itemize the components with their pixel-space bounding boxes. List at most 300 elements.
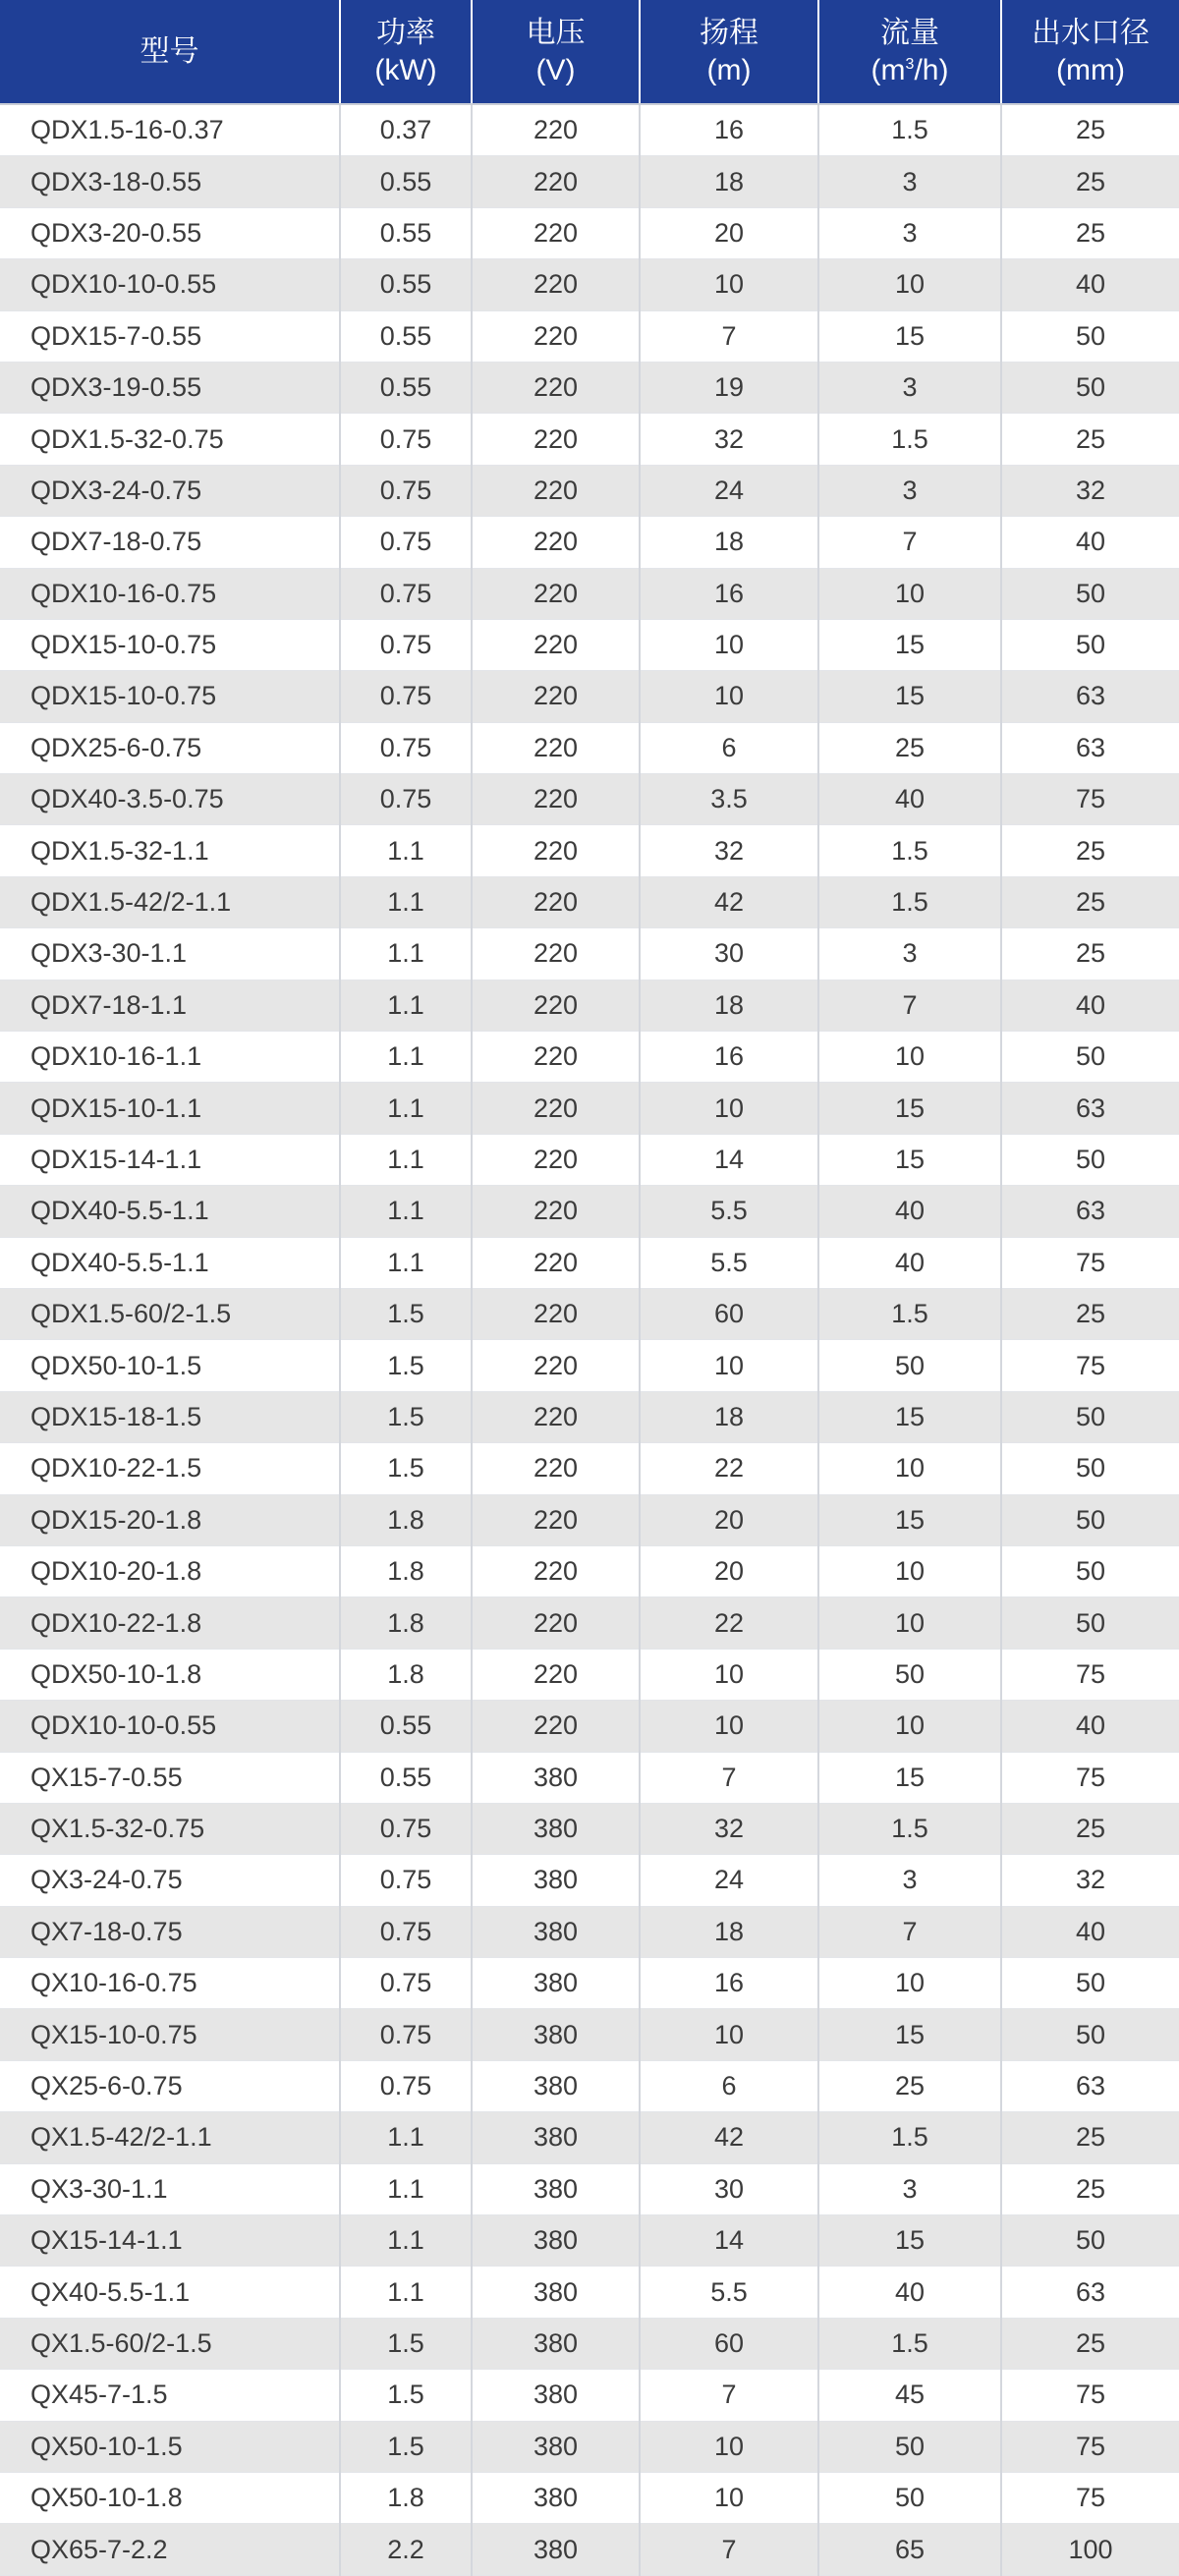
cell-outlet: 75: [1001, 1752, 1179, 1803]
cell-outlet: 63: [1001, 1083, 1179, 1134]
cell-head: 19: [640, 362, 818, 413]
cell-head: 18: [640, 156, 818, 207]
cell-power: 1.1: [340, 1237, 472, 1288]
header-outlet: [1001, 0, 1179, 104]
cell-head: 22: [640, 1443, 818, 1494]
cell-head: 16: [640, 568, 818, 619]
cell-power: 0.55: [340, 1752, 472, 1803]
cell-model: QX7-18-0.75: [0, 1906, 340, 1957]
cell-voltage: 220: [472, 517, 640, 568]
table-row: [0, 517, 1179, 568]
cell-head: 5.5: [640, 1186, 818, 1237]
cell-outlet: 50: [1001, 1494, 1179, 1545]
header-flow-unit-pre: (m: [870, 53, 906, 86]
cell-power: 1.8: [340, 2472, 472, 2523]
header-flow-unit-post: /h): [914, 53, 949, 86]
table-row: [0, 2524, 1179, 2575]
cell-outlet: 63: [1001, 2060, 1179, 2111]
cell-model: QDX3-30-1.1: [0, 928, 340, 980]
cell-model: QDX10-10-0.55: [0, 1701, 340, 1752]
cell-voltage: 220: [472, 1186, 640, 1237]
cell-voltage: 220: [472, 156, 640, 207]
cell-model: QDX15-20-1.8: [0, 1494, 340, 1545]
cell-head: 3.5: [640, 774, 818, 825]
cell-model: QDX40-5.5-1.1: [0, 1186, 340, 1237]
cell-outlet: 25: [1001, 2163, 1179, 2214]
cell-outlet: 25: [1001, 1288, 1179, 1339]
cell-head: 7: [640, 310, 818, 362]
cell-model: QX1.5-32-0.75: [0, 1803, 340, 1854]
cell-head: 32: [640, 1803, 818, 1854]
cell-flow: 1.5: [818, 414, 1001, 465]
cell-outlet: 50: [1001, 1134, 1179, 1185]
cell-power: 0.55: [340, 207, 472, 258]
cell-voltage: 220: [472, 671, 640, 722]
cell-voltage: 220: [472, 1597, 640, 1649]
cell-flow: 7: [818, 517, 1001, 568]
cell-power: 0.55: [340, 1701, 472, 1752]
cell-outlet: 63: [1001, 1186, 1179, 1237]
cell-outlet: 40: [1001, 1906, 1179, 1957]
cell-voltage: 220: [472, 362, 640, 413]
cell-voltage: 380: [472, 2421, 640, 2472]
cell-voltage: 380: [472, 2112, 640, 2163]
table-row: [0, 1288, 1179, 1339]
cell-power: 1.5: [340, 2318, 472, 2369]
cell-model: QDX10-16-0.75: [0, 568, 340, 619]
cell-voltage: 380: [472, 2215, 640, 2267]
cell-model: QX3-30-1.1: [0, 2163, 340, 2214]
table-row: [0, 259, 1179, 310]
header-flow-unit-sup: 3: [905, 55, 915, 73]
table-row: [0, 1545, 1179, 1596]
table-row: [0, 1032, 1179, 1083]
header-power-label: 功率: [376, 16, 435, 49]
cell-power: 0.75: [340, 619, 472, 670]
cell-head: 16: [640, 1032, 818, 1083]
cell-voltage: 220: [472, 1494, 640, 1545]
cell-flow: 3: [818, 156, 1001, 207]
cell-outlet: 25: [1001, 414, 1179, 465]
table-row: [0, 825, 1179, 876]
cell-model: QDX3-18-0.55: [0, 156, 340, 207]
cell-voltage: 220: [472, 104, 640, 156]
table-header: [0, 0, 1179, 104]
cell-flow: 3: [818, 362, 1001, 413]
cell-flow: 25: [818, 722, 1001, 773]
cell-outlet: 63: [1001, 2267, 1179, 2318]
header-head-label: 扬程: [700, 16, 758, 49]
cell-head: 7: [640, 2370, 818, 2421]
cell-outlet: 75: [1001, 2370, 1179, 2421]
cell-outlet: 50: [1001, 1391, 1179, 1442]
cell-model: QX45-7-1.5: [0, 2370, 340, 2421]
table-row: [0, 568, 1179, 619]
table-row: [0, 310, 1179, 362]
cell-power: 1.1: [340, 1032, 472, 1083]
cell-voltage: 380: [472, 2472, 640, 2523]
cell-head: 30: [640, 2163, 818, 2214]
cell-outlet: 50: [1001, 310, 1179, 362]
cell-flow: 3: [818, 465, 1001, 516]
cell-power: 0.37: [340, 104, 472, 156]
cell-head: 14: [640, 1134, 818, 1185]
header-voltage-label: 电压: [526, 16, 586, 49]
cell-power: 0.75: [340, 1803, 472, 1854]
cell-flow: 15: [818, 1391, 1001, 1442]
table-row: [0, 1186, 1179, 1237]
cell-voltage: 220: [472, 1032, 640, 1083]
cell-power: 0.75: [340, 671, 472, 722]
cell-voltage: 380: [472, 2163, 640, 2214]
cell-outlet: 25: [1001, 825, 1179, 876]
table-row: [0, 1597, 1179, 1649]
header-voltage: [472, 0, 640, 104]
cell-power: 0.55: [340, 310, 472, 362]
table-row: [0, 1237, 1179, 1288]
cell-flow: 10: [818, 259, 1001, 310]
cell-outlet: 63: [1001, 722, 1179, 773]
cell-head: 42: [640, 2112, 818, 2163]
cell-voltage: 220: [472, 1391, 640, 1442]
cell-head: 10: [640, 2472, 818, 2523]
cell-head: 10: [640, 2009, 818, 2060]
cell-voltage: 220: [472, 1083, 640, 1134]
cell-model: QDX7-18-1.1: [0, 980, 340, 1031]
table-body: [0, 104, 1179, 2575]
table-row: [0, 722, 1179, 773]
cell-voltage: 220: [472, 928, 640, 980]
cell-model: QX65-7-2.2: [0, 2524, 340, 2575]
cell-voltage: 220: [472, 1340, 640, 1391]
cell-flow: 15: [818, 671, 1001, 722]
cell-flow: 50: [818, 1340, 1001, 1391]
cell-flow: 10: [818, 568, 1001, 619]
cell-power: 1.1: [340, 2112, 472, 2163]
cell-power: 1.1: [340, 2215, 472, 2267]
cell-head: 20: [640, 1545, 818, 1596]
cell-flow: 40: [818, 1186, 1001, 1237]
cell-model: QDX1.5-32-1.1: [0, 825, 340, 876]
cell-flow: 40: [818, 774, 1001, 825]
cell-flow: 10: [818, 1597, 1001, 1649]
table-row: [0, 2112, 1179, 2163]
cell-model: QDX15-10-0.75: [0, 671, 340, 722]
cell-model: QDX15-10-1.1: [0, 1083, 340, 1134]
cell-power: 1.5: [340, 1443, 472, 1494]
cell-model: QDX15-14-1.1: [0, 1134, 340, 1185]
cell-model: QDX1.5-16-0.37: [0, 104, 340, 156]
cell-head: 30: [640, 928, 818, 980]
cell-outlet: 75: [1001, 1649, 1179, 1700]
table-row: [0, 1494, 1179, 1545]
cell-outlet: 100: [1001, 2524, 1179, 2575]
header-voltage-unit: (V): [535, 53, 576, 86]
header-head: [640, 0, 818, 104]
header-row: [0, 0, 1179, 104]
cell-model: QX15-10-0.75: [0, 2009, 340, 2060]
cell-voltage: 380: [472, 1803, 640, 1854]
cell-voltage: 380: [472, 1958, 640, 2009]
table-row: [0, 671, 1179, 722]
cell-model: QX15-7-0.55: [0, 1752, 340, 1803]
cell-outlet: 25: [1001, 876, 1179, 927]
cell-power: 1.1: [340, 825, 472, 876]
cell-flow: 10: [818, 1032, 1001, 1083]
cell-model: QDX40-3.5-0.75: [0, 774, 340, 825]
cell-voltage: 220: [472, 825, 640, 876]
cell-flow: 50: [818, 1649, 1001, 1700]
cell-flow: 10: [818, 1545, 1001, 1596]
cell-outlet: 25: [1001, 2112, 1179, 2163]
cell-head: 10: [640, 2421, 818, 2472]
table-row: [0, 1906, 1179, 1957]
cell-flow: 15: [818, 2215, 1001, 2267]
cell-head: 10: [640, 259, 818, 310]
cell-flow: 15: [818, 619, 1001, 670]
cell-power: 1.5: [340, 2421, 472, 2472]
cell-head: 6: [640, 722, 818, 773]
cell-voltage: 380: [472, 1752, 640, 1803]
cell-power: 0.75: [340, 2009, 472, 2060]
table-row: [0, 928, 1179, 980]
cell-outlet: 25: [1001, 2318, 1179, 2369]
cell-voltage: 220: [472, 414, 640, 465]
cell-model: QX15-14-1.1: [0, 2215, 340, 2267]
cell-power: 1.1: [340, 876, 472, 927]
cell-power: 0.75: [340, 1906, 472, 1957]
cell-model: QX3-24-0.75: [0, 1855, 340, 1906]
cell-flow: 1.5: [818, 825, 1001, 876]
header-flow: [818, 0, 1001, 104]
cell-flow: 10: [818, 1443, 1001, 1494]
cell-power: 0.75: [340, 465, 472, 516]
cell-flow: 3: [818, 207, 1001, 258]
cell-outlet: 40: [1001, 1701, 1179, 1752]
cell-power: 1.8: [340, 1545, 472, 1596]
cell-outlet: 50: [1001, 1545, 1179, 1596]
cell-model: QX25-6-0.75: [0, 2060, 340, 2111]
cell-flow: 1.5: [818, 1803, 1001, 1854]
cell-model: QDX3-24-0.75: [0, 465, 340, 516]
table-row: [0, 1391, 1179, 1442]
cell-outlet: 40: [1001, 517, 1179, 568]
cell-flow: 1.5: [818, 104, 1001, 156]
header-power-unit: (kW): [374, 53, 437, 86]
cell-power: 0.75: [340, 568, 472, 619]
cell-flow: 7: [818, 980, 1001, 1031]
cell-outlet: 50: [1001, 1443, 1179, 1494]
cell-flow: 40: [818, 2267, 1001, 2318]
cell-voltage: 220: [472, 207, 640, 258]
cell-head: 32: [640, 825, 818, 876]
table-row: [0, 1443, 1179, 1494]
table-row: [0, 2060, 1179, 2111]
cell-model: QDX15-7-0.55: [0, 310, 340, 362]
cell-head: 24: [640, 1855, 818, 1906]
cell-power: 0.75: [340, 517, 472, 568]
cell-power: 0.75: [340, 414, 472, 465]
cell-voltage: 220: [472, 1237, 640, 1288]
cell-model: QDX3-20-0.55: [0, 207, 340, 258]
cell-flow: 3: [818, 2163, 1001, 2214]
cell-outlet: 25: [1001, 156, 1179, 207]
cell-power: 0.75: [340, 2060, 472, 2111]
cell-outlet: 63: [1001, 671, 1179, 722]
cell-outlet: 32: [1001, 465, 1179, 516]
cell-model: QDX10-22-1.8: [0, 1597, 340, 1649]
cell-flow: 40: [818, 1237, 1001, 1288]
cell-voltage: 220: [472, 568, 640, 619]
cell-flow: 10: [818, 1701, 1001, 1752]
table-row: [0, 2163, 1179, 2214]
cell-model: QDX25-6-0.75: [0, 722, 340, 773]
cell-model: QX50-10-1.5: [0, 2421, 340, 2472]
header-model-label: 型号: [140, 34, 199, 68]
cell-outlet: 50: [1001, 1958, 1179, 2009]
cell-head: 10: [640, 671, 818, 722]
cell-power: 1.1: [340, 1083, 472, 1134]
cell-flow: 65: [818, 2524, 1001, 2575]
cell-outlet: 25: [1001, 1803, 1179, 1854]
cell-power: 1.1: [340, 2267, 472, 2318]
cell-flow: 3: [818, 928, 1001, 980]
table-row: [0, 362, 1179, 413]
cell-voltage: 220: [472, 1701, 640, 1752]
cell-voltage: 220: [472, 465, 640, 516]
table-row: [0, 980, 1179, 1031]
cell-model: QDX3-19-0.55: [0, 362, 340, 413]
header-flow-unit: [819, 52, 1000, 89]
header-outlet-label: 出水口径: [1032, 16, 1150, 49]
cell-power: 0.55: [340, 259, 472, 310]
cell-head: 7: [640, 1752, 818, 1803]
table-row: [0, 1752, 1179, 1803]
cell-flow: 10: [818, 1958, 1001, 2009]
cell-head: 60: [640, 2318, 818, 2369]
cell-model: QDX1.5-32-0.75: [0, 414, 340, 465]
table-row: [0, 1701, 1179, 1752]
cell-flow: 3: [818, 1855, 1001, 1906]
cell-power: 0.55: [340, 362, 472, 413]
cell-voltage: 380: [472, 1855, 640, 1906]
cell-flow: 15: [818, 1752, 1001, 1803]
cell-model: QX10-16-0.75: [0, 1958, 340, 2009]
table-row: [0, 774, 1179, 825]
cell-power: 0.75: [340, 1958, 472, 2009]
cell-power: 1.1: [340, 928, 472, 980]
cell-head: 5.5: [640, 2267, 818, 2318]
cell-voltage: 220: [472, 774, 640, 825]
cell-voltage: 380: [472, 2370, 640, 2421]
cell-outlet: 75: [1001, 2421, 1179, 2472]
cell-model: QDX15-10-0.75: [0, 619, 340, 670]
cell-voltage: 220: [472, 1545, 640, 1596]
cell-outlet: 75: [1001, 1237, 1179, 1288]
cell-head: 42: [640, 876, 818, 927]
cell-head: 5.5: [640, 1237, 818, 1288]
table-row: [0, 2318, 1179, 2369]
cell-flow: 15: [818, 1494, 1001, 1545]
cell-head: 20: [640, 1494, 818, 1545]
cell-head: 10: [640, 619, 818, 670]
table-row: [0, 104, 1179, 156]
cell-voltage: 220: [472, 1134, 640, 1185]
cell-outlet: 25: [1001, 104, 1179, 156]
cell-head: 22: [640, 1597, 818, 1649]
cell-power: 1.8: [340, 1494, 472, 1545]
cell-power: 1.5: [340, 2370, 472, 2421]
table-row: [0, 1134, 1179, 1185]
cell-outlet: 75: [1001, 774, 1179, 825]
cell-voltage: 380: [472, 2267, 640, 2318]
cell-model: QX40-5.5-1.1: [0, 2267, 340, 2318]
cell-model: QDX10-10-0.55: [0, 259, 340, 310]
cell-power: 0.75: [340, 1855, 472, 1906]
cell-flow: 1.5: [818, 2318, 1001, 2369]
cell-head: 18: [640, 1906, 818, 1957]
cell-model: QDX1.5-60/2-1.5: [0, 1288, 340, 1339]
cell-power: 0.55: [340, 156, 472, 207]
cell-flow: 1.5: [818, 1288, 1001, 1339]
cell-outlet: 50: [1001, 2215, 1179, 2267]
table-row: [0, 1083, 1179, 1134]
table-row: [0, 465, 1179, 516]
cell-outlet: 40: [1001, 980, 1179, 1031]
cell-voltage: 380: [472, 2060, 640, 2111]
cell-flow: 15: [818, 1134, 1001, 1185]
cell-head: 10: [640, 1701, 818, 1752]
cell-flow: 1.5: [818, 2112, 1001, 2163]
cell-model: QDX40-5.5-1.1: [0, 1237, 340, 1288]
cell-model: QX1.5-60/2-1.5: [0, 2318, 340, 2369]
cell-outlet: 50: [1001, 362, 1179, 413]
cell-voltage: 380: [472, 2318, 640, 2369]
table-row: [0, 2421, 1179, 2472]
cell-flow: 25: [818, 2060, 1001, 2111]
cell-head: 16: [640, 1958, 818, 2009]
cell-power: 0.75: [340, 774, 472, 825]
cell-voltage: 220: [472, 619, 640, 670]
table-row: [0, 1855, 1179, 1906]
cell-power: 1.1: [340, 980, 472, 1031]
cell-head: 18: [640, 980, 818, 1031]
cell-outlet: 50: [1001, 619, 1179, 670]
cell-flow: 45: [818, 2370, 1001, 2421]
table-row: [0, 1958, 1179, 2009]
cell-flow: 1.5: [818, 876, 1001, 927]
cell-model: QX50-10-1.8: [0, 2472, 340, 2523]
table-row: [0, 2370, 1179, 2421]
cell-head: 24: [640, 465, 818, 516]
cell-head: 18: [640, 517, 818, 568]
cell-power: 1.1: [340, 1186, 472, 1237]
cell-voltage: 220: [472, 1443, 640, 1494]
table-row: [0, 2215, 1179, 2267]
header-flow-label: 流量: [880, 16, 939, 49]
cell-flow: 15: [818, 1083, 1001, 1134]
table-row: [0, 2472, 1179, 2523]
cell-voltage: 380: [472, 2524, 640, 2575]
cell-head: 32: [640, 414, 818, 465]
cell-outlet: 50: [1001, 1032, 1179, 1083]
cell-voltage: 220: [472, 876, 640, 927]
table-row: [0, 2009, 1179, 2060]
cell-head: 14: [640, 2215, 818, 2267]
header-model: [0, 0, 340, 104]
cell-voltage: 220: [472, 310, 640, 362]
cell-head: 6: [640, 2060, 818, 2111]
